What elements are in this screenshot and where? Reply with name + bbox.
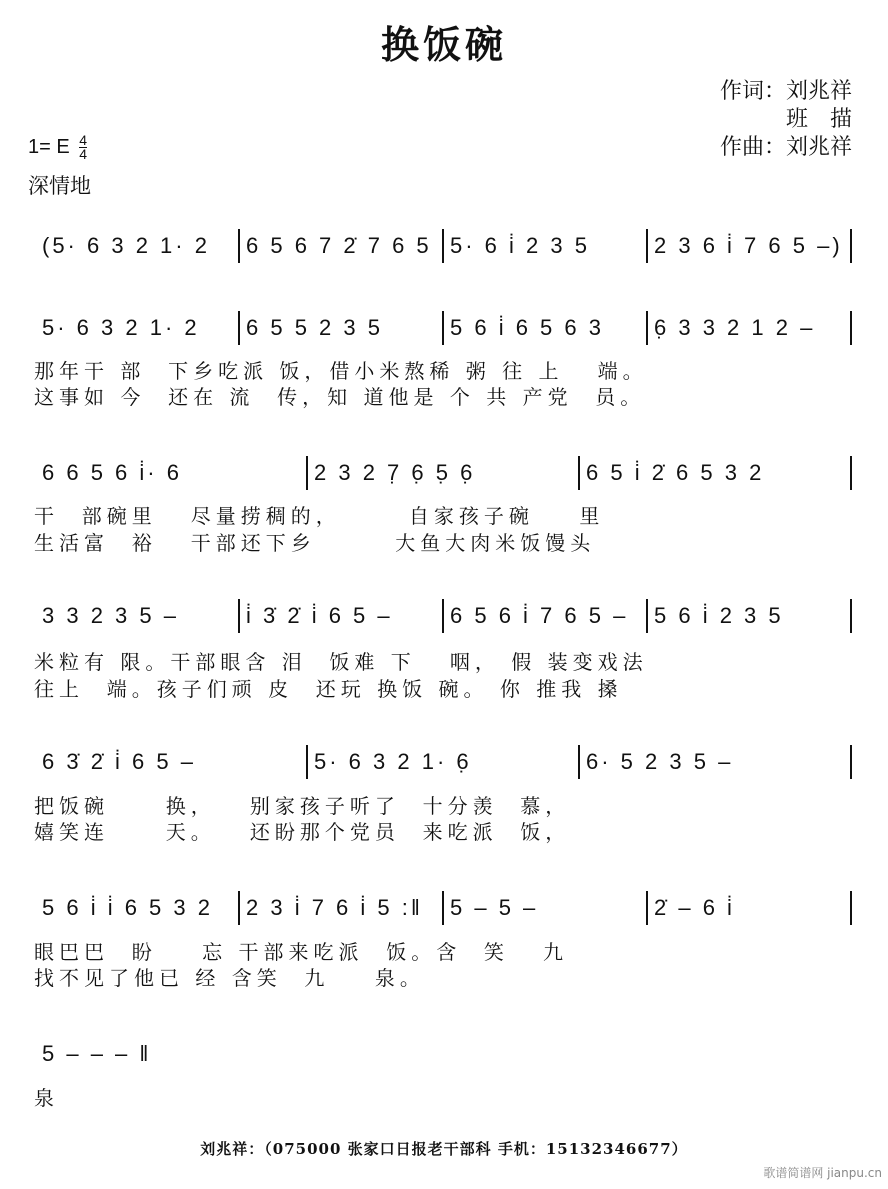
measure: 3 3 2 3 5 – bbox=[36, 599, 240, 633]
measure: 5 – – – ‖ bbox=[42, 1041, 152, 1066]
song-title: 换饭碗 bbox=[380, 22, 507, 67]
measure: 5 6 i̇ 2 3 5 bbox=[648, 599, 852, 633]
measure: 6 5 5 2 3 5 bbox=[240, 311, 444, 345]
measure: 5· 6 i̇ 2 3 5 bbox=[444, 229, 648, 263]
lyric-line: 生活富 裕 干部还下乡 大鱼大肉米饭馒头 bbox=[34, 531, 596, 555]
lyric-line: 找不见了他已 经 含笑 九 泉。 bbox=[34, 966, 425, 990]
measure: 5· 6 3 2 1· 6̣ bbox=[308, 745, 580, 779]
measure: 5· 6 3 2 1· 2 bbox=[36, 311, 240, 345]
key-label: 1= E bbox=[28, 135, 70, 158]
score-system bbox=[36, 890, 852, 926]
score-system bbox=[36, 228, 852, 264]
measure: 2̇ – 6 i̇ bbox=[648, 891, 852, 925]
score-system bbox=[36, 744, 852, 780]
lyric-line: 米粒有 限。干部眼含 泪 饭难 下 咽， 假 装变戏法 bbox=[34, 650, 648, 674]
lyricist-credit: 作词：刘兆祥 bbox=[719, 79, 852, 104]
measure: 6 5 6 i̇ 7 6 5 – bbox=[444, 599, 648, 633]
arranger-credit: 班 描 bbox=[785, 107, 852, 132]
lyric-line: 眼巴巴 盼 忘 干部来吃派 饭。含 笑 九 bbox=[34, 940, 569, 964]
score-system bbox=[36, 455, 852, 491]
measure: 2 3 6 i̇ 7 6 5 –) bbox=[648, 229, 852, 263]
measure: 6· 5 2 3 5 – bbox=[580, 745, 852, 779]
measure: 5 6 i̇ 6 5 6 3 bbox=[444, 311, 648, 345]
footer-contact: 刘兆祥：（075000 张家口日报老干部科 手机：15132346677） bbox=[200, 1140, 688, 1158]
lyric-line: 把饭碗 换， 别家孩子听了 十分羡 慕， bbox=[34, 794, 571, 818]
key-signature bbox=[28, 134, 87, 161]
lyric-line: 往上 端。孩子们顽 皮 还玩 换饭 碗。 你 推我 搡 bbox=[34, 677, 623, 701]
measure: 2 3 i̇ 7 6 i̇ 5 :‖ bbox=[240, 891, 444, 925]
measure: 6 6 5 6 i̇· 6 bbox=[36, 456, 308, 490]
score-system bbox=[36, 598, 852, 634]
time-signature bbox=[79, 134, 87, 161]
measure: 6̣ 3 3 2 1 2 – bbox=[648, 311, 852, 345]
measure: 6 5 6 7 2̇ 7 6 5 bbox=[240, 229, 444, 263]
watermark: 歌谱简谱网 jianpu.cn bbox=[763, 1166, 882, 1180]
measure: 6 5 i̇ 2̇ 6 5 3 2 bbox=[580, 456, 852, 490]
time-denominator: 4 bbox=[79, 146, 88, 162]
composer-credit: 作曲：刘兆祥 bbox=[719, 135, 852, 160]
measure: (5· 6 3 2 1· 2 bbox=[36, 229, 240, 263]
lyric-line: 嬉笑连 天。 还盼那个党员 来吃派 饭， bbox=[34, 820, 571, 844]
tempo-marking: 深情地 bbox=[28, 174, 91, 198]
lyric-line: 那年干 部 下乡吃派 饭，借小米熬稀 粥 往 上 端。 bbox=[34, 359, 648, 383]
lyric-line: 这事如 今 还在 流 传，知 道他是 个 共 产党 员。 bbox=[34, 385, 646, 409]
lyric-line: 泉 bbox=[34, 1086, 59, 1110]
measure: 5 6 i̇ i̇ 6 5 3 2 bbox=[36, 891, 240, 925]
time-numerator: 4 bbox=[79, 132, 88, 148]
measure: 5 – 5 – bbox=[444, 891, 648, 925]
score-system bbox=[36, 1036, 186, 1072]
measure: 2 3 2 7̣ 6̣ 5̣ 6̣ bbox=[308, 456, 580, 490]
measure: i̇ 3̇ 2̇ i̇ 6 5 – bbox=[240, 599, 444, 633]
lyric-line: 干 部碗里 尽量捞稠的， 自家孩子碗 里 bbox=[34, 504, 605, 528]
score-system bbox=[36, 310, 852, 346]
measure: 6 3̇ 2̇ i̇ 6 5 – bbox=[36, 745, 308, 779]
